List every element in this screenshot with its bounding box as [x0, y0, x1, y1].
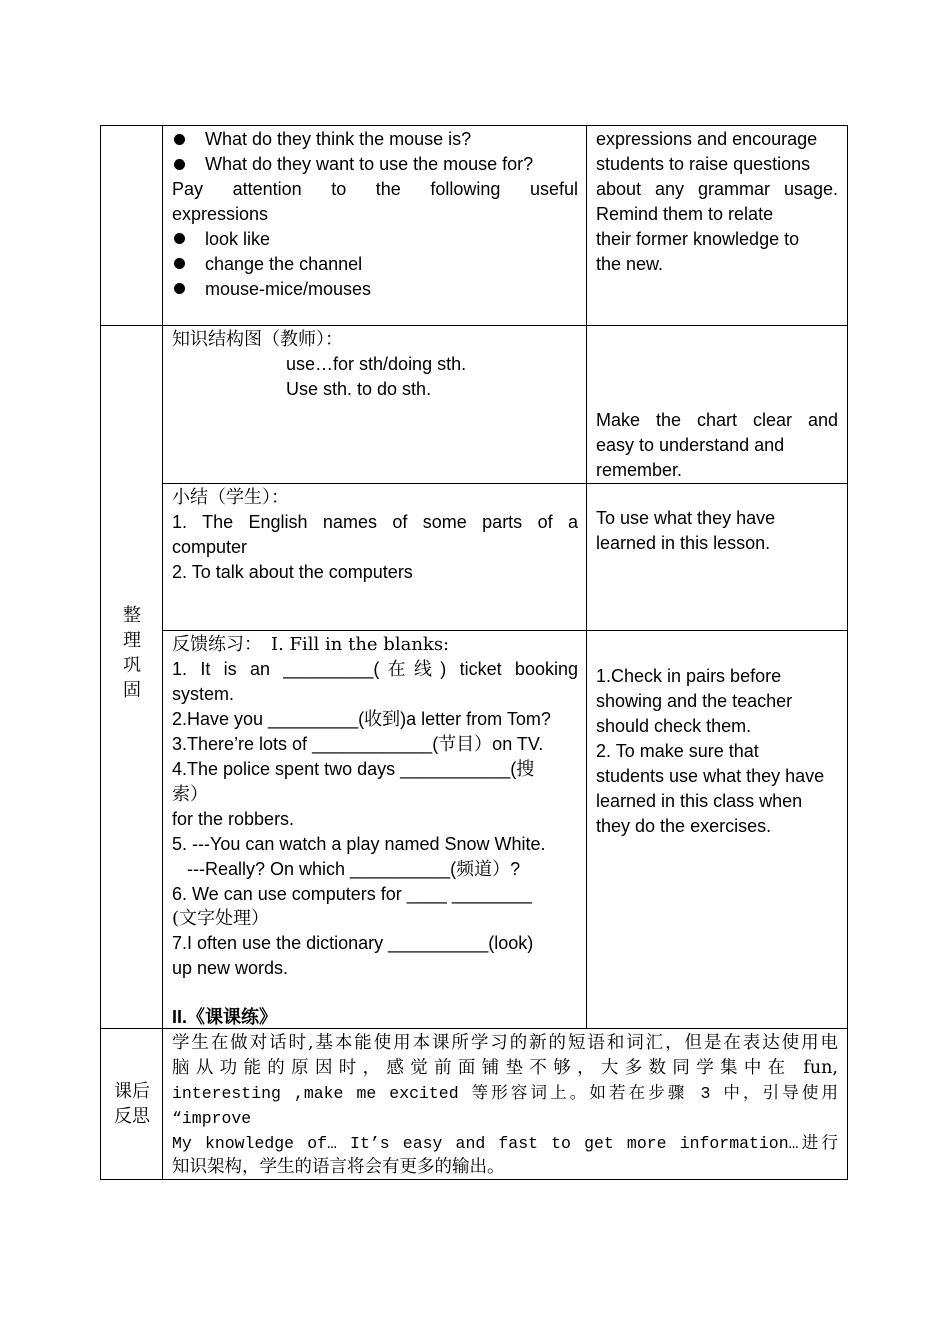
expression-item: mouse-mice/mouses	[205, 279, 372, 299]
consolidation-label: 整理巩固	[123, 605, 141, 701]
reflection-label: 课后反思	[114, 1081, 150, 1127]
feedback-heading: 反馈练习：	[172, 634, 262, 655]
question-text: What do they think the mouse is?	[205, 129, 472, 149]
chart-line: Use sth. to do sth.	[286, 379, 432, 399]
exercise-line: 1. It is an _________(在线) ticket booking	[172, 659, 578, 679]
bullet-icon	[174, 258, 185, 269]
summary-purpose: To use what they have	[596, 508, 776, 528]
chart-purpose: Make the chart clear and	[596, 410, 838, 430]
row-divider	[100, 325, 848, 326]
reflection-line: interesting ,make me excited 等形容词上。如若在步骤 3 中，引导使用	[172, 1084, 838, 1103]
attention-text: expressions	[172, 204, 269, 224]
feedback-purpose: 1.Check in pairs before	[596, 666, 782, 686]
exercise-line: 3.There’re lots of ____________(节目）on TV.	[172, 734, 544, 754]
exercise-line: 4.The police spent two days ___________(搜	[172, 759, 535, 779]
chart-line: use…for sth/doing sth.	[286, 354, 467, 374]
feedback-purpose: they do the exercises.	[596, 816, 772, 836]
purpose-text: the new.	[596, 254, 664, 274]
purpose-text: their former knowledge to	[596, 229, 800, 249]
feedback-purpose: 2. To make sure that	[596, 741, 759, 761]
exercise-line: 6. We can use computers for ____ ________	[172, 884, 532, 904]
reflection-line: “improve	[172, 1109, 252, 1128]
bullet-icon	[174, 283, 185, 294]
exercise-line: (文字处理）	[172, 908, 270, 929]
exercise-line: up new words.	[172, 958, 289, 978]
exercise-line: for the robbers.	[172, 809, 295, 829]
reflection-line: 脑从功能的原因时，感觉前面铺垫不够，大多数同学集中在 fun,	[172, 1058, 838, 1078]
feedback-purpose: showing and the teacher	[596, 691, 793, 711]
purpose-text: Remind them to relate	[596, 204, 774, 224]
expression-item: change the channel	[205, 254, 363, 274]
bullet-icon	[174, 159, 185, 170]
question-text: What do they want to use the mouse for?	[205, 154, 534, 174]
reflection-line: 学生在做对话时,基本能使用本课所学习的新的短语和词汇，但是在表达使用电	[172, 1033, 838, 1053]
column-divider	[586, 125, 587, 1029]
summary-line: computer	[172, 537, 248, 557]
exercise-line: system.	[172, 684, 235, 704]
bullet-icon	[174, 134, 185, 145]
purpose-text: about any grammar usage.	[596, 179, 838, 199]
exercise-line: 2.Have you _________(收到)a letter from Tom?	[172, 709, 551, 729]
chart-purpose: easy to understand and	[596, 435, 785, 455]
bullet-icon	[174, 233, 185, 244]
exercise-line: 7.I often use the dictionary __________(look)	[172, 933, 534, 953]
exercise-line: 5. ---You can watch a play named Snow White.	[172, 834, 546, 854]
chart-purpose: remember.	[596, 460, 683, 480]
feedback-purpose: should check them.	[596, 716, 752, 736]
exercise-line: 索）	[172, 784, 208, 805]
row-divider	[162, 483, 848, 484]
attention-text: Pay attention to the following useful	[172, 179, 578, 199]
purpose-text: students to raise questions	[596, 154, 811, 174]
table-border-right	[847, 125, 848, 1180]
exercise-line: ---Really? On which __________(频道）?	[187, 859, 521, 879]
table-border-left	[100, 125, 101, 1180]
purpose-text: expressions and encourage	[596, 129, 818, 149]
feedback-purpose: students use what they have	[596, 766, 825, 786]
part-two-heading: II.《课课练》	[172, 1007, 278, 1027]
row-divider	[162, 630, 848, 631]
reflection-line: My knowledge of… It’s easy and fast to get more information…进行	[172, 1134, 838, 1153]
reflection-line: 知识架构，学生的语言将会有更多的输出。	[172, 1157, 505, 1177]
table-border-top	[100, 125, 848, 126]
summary-line: 2. To talk about the computers	[172, 562, 413, 582]
chart-heading: 知识结构图（教师）：	[172, 329, 343, 350]
expression-item: look like	[205, 229, 271, 249]
summary-line: 1. The English names of some parts of a	[172, 512, 578, 532]
feedback-subheading: I. Fill in the blanks:	[271, 634, 450, 655]
summary-purpose: learned in this lesson.	[596, 533, 771, 553]
column-divider	[162, 125, 163, 1180]
feedback-purpose: learned in this class when	[596, 791, 803, 811]
summary-heading: 小结（学生）：	[172, 487, 289, 508]
